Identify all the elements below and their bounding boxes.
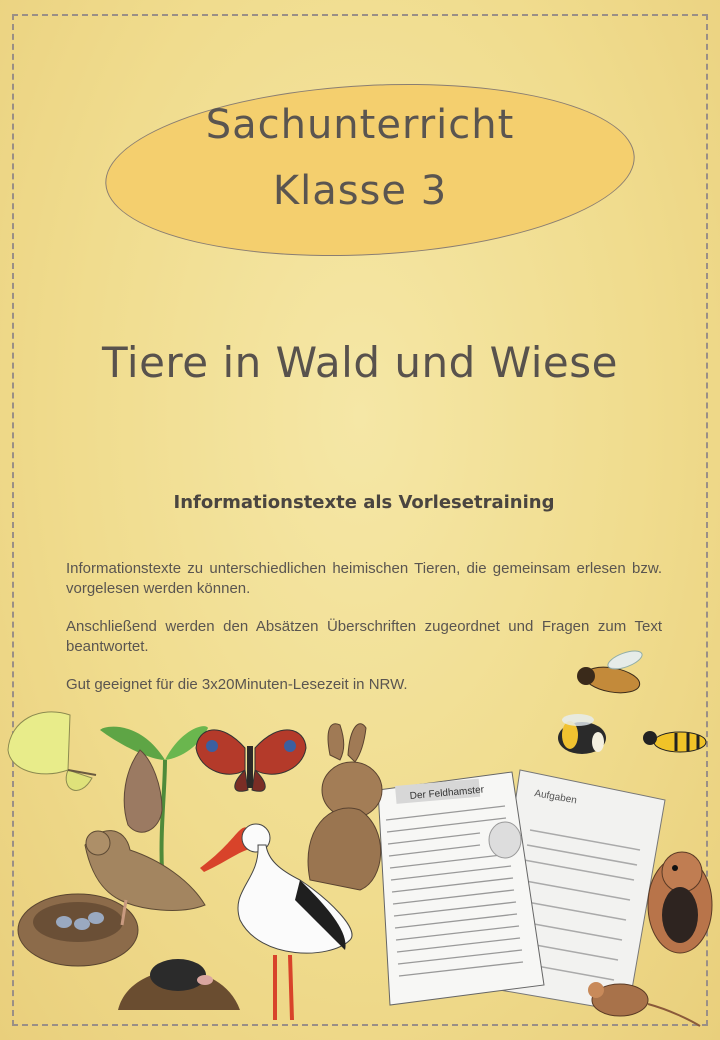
peacock-butterfly — [196, 730, 306, 791]
hamster — [648, 852, 712, 953]
worksheet-title: Der Feldhamster — [409, 784, 485, 802]
header-line-1: Sachunterricht — [205, 102, 515, 148]
mole-on-molehill — [118, 959, 240, 1010]
honey-bee — [577, 647, 644, 696]
worksheet-side-title: Aufgaben — [533, 788, 578, 807]
hare — [308, 724, 382, 890]
wasp — [643, 731, 706, 752]
header-line-2: Klasse 3 — [272, 168, 448, 214]
main-title: Tiere in Wald und Wiese — [102, 338, 618, 387]
description-paragraph-2: Anschließend werden den Absätzen Überschriften zugeordnet und Fragen zum Text beantwortet. — [66, 618, 662, 655]
brimstone-butterfly — [8, 712, 96, 791]
description-paragraph-3: Gut geeignet für die 3x20Minuten-Lesezeit in NRW. — [66, 676, 408, 693]
skylark-with-nest — [18, 831, 205, 966]
description-paragraph-1: Informationstexte zu unterschiedlichen heimischen Tieren, die gemeinsam erlesen bzw. vorgelesen werden können. — [66, 560, 662, 597]
bumblebee — [558, 714, 606, 754]
subtitle: Informationstexte als Vorlesetraining — [173, 492, 555, 513]
field-mouse — [588, 982, 700, 1026]
